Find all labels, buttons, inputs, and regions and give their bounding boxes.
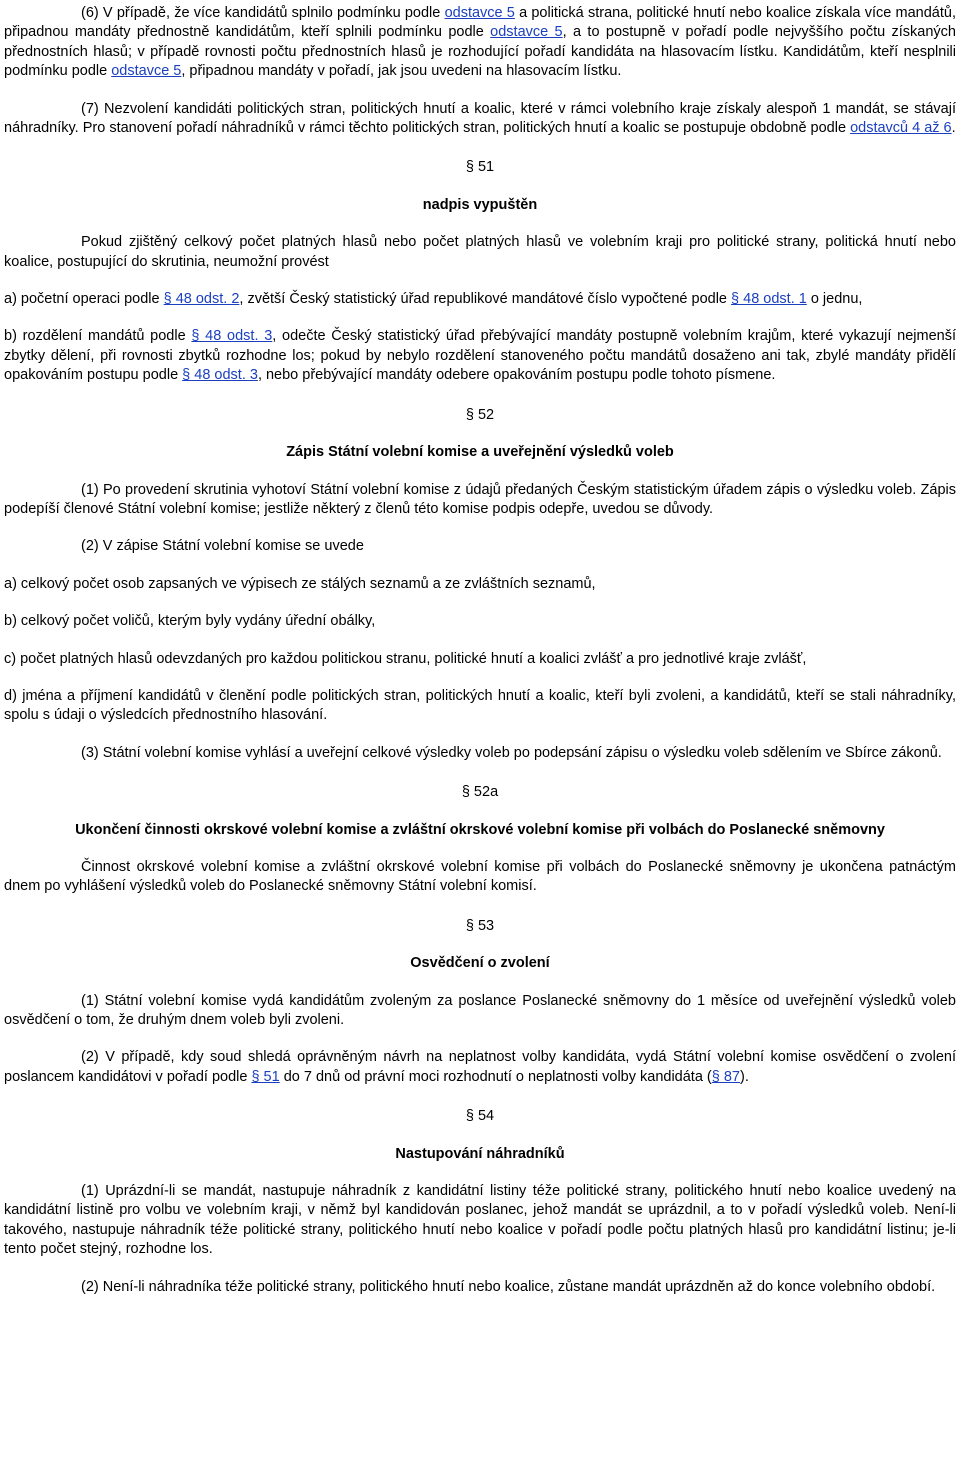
paragraph-51-intro: Pokud zjištěný celkový počet platných hlasů nebo počet platných hlasů ve volebním kraji pro politické strany, politická hnutí nebo koalice, postupující do skrutinia, neumožní provést bbox=[4, 234, 956, 270]
text: a politická strana, politické hnutí nebo koalice získala více mandátů, připadnou mandáty přednostně kandidátům, kteří splnili podmínku podle bbox=[4, 5, 956, 41]
text: do 7 dnů od právní moci rozhodnutí o neplatnosti volby kandidáta ( bbox=[279, 1068, 712, 1085]
paragraph-7 bbox=[4, 100, 956, 139]
link-odstavce-5[interactable]: odstavce 5 bbox=[490, 24, 563, 41]
paragraph-52-2: (2) V zápise Státní volební komise se uvede bbox=[81, 538, 364, 555]
section-number-54: § 54 bbox=[465, 1108, 495, 1125]
text: b) rozdělení mandátů podle bbox=[4, 328, 192, 345]
paragraph-52-1: (1) Po provedení skrutinia vyhotoví Státní volební komise z údajů předaných Českým statistickým úřadem zápis o výsledku voleb. Zápis podepíší členové Státní volební komise; jestliže některý z členů této komise podpis odepře, uvedou se důvody. bbox=[4, 481, 956, 517]
paragraph-54-1: (1) Uprázdní-li se mandát, nastupuje náhradník z kandidátní listiny téže politické strany, politického hnutí nebo koalice uvedený na kandidátní listině pro volbu ve volebním kraji, v němž byl kandidován poslanec, jehož mandát se uprázdnil, a to v pořadí výsledků voleb. Není-li takového, nastupuje náhradník téže politické strany, politického hnutí nebo koalice v pořadí podle počtu platných hlasů pro kandidátní listinu; je-li tento počet stejný, rozhodne los. bbox=[4, 1183, 956, 1258]
section-number-51: § 51 bbox=[465, 159, 495, 176]
link-48-odst-1[interactable]: § 48 odst. 1 bbox=[731, 291, 807, 308]
text: , nebo přebývající mandáty odebere opakováním postupu podle tohoto písmene. bbox=[257, 367, 776, 384]
paragraph-52-3: (3) Státní volební komise vyhlásí a uveřejní celkové výsledky voleb po podepsání zápisu o výsledku voleb sdělením ve Sbírce zákonů. bbox=[81, 744, 942, 761]
link-odstavce-5[interactable]: odstavce 5 bbox=[111, 63, 182, 80]
section-number-52: § 52 bbox=[465, 406, 495, 423]
link-odstavce-5[interactable]: odstavce 5 bbox=[444, 5, 515, 21]
link-87[interactable]: § 87 bbox=[711, 1068, 740, 1085]
text: o jednu, bbox=[806, 291, 863, 308]
list-item-52-b: b) celkový počet voličů, kterým byly vydány úřední obálky, bbox=[4, 613, 376, 630]
section-title-52: Zápis Státní volební komise a uveřejnění výsledků voleb bbox=[286, 444, 674, 461]
section-title-54: Nastupování náhradníků bbox=[395, 1145, 565, 1162]
section-number-53: § 53 bbox=[465, 917, 495, 934]
text: , připadnou mandáty v pořadí, jak jsou uvedeni na hlasovacím lístku. bbox=[181, 63, 622, 80]
link-odstavcu-4-az-6[interactable]: odstavců 4 až 6 bbox=[850, 120, 952, 137]
link-48-odst-3[interactable]: § 48 odst. 3 bbox=[182, 367, 258, 384]
list-item-52-d: d) jména a příjmení kandidátů v členění podle politických stran, politických hnutí a koalic, kteří byli zvoleni, a kandidátů, kteří se stali náhradníky, spolu s údaji o výsledcích přednostního hlasování. bbox=[4, 687, 956, 724]
text: (6) V případě, že více kandidátů splnilo podmínku podle bbox=[81, 5, 445, 21]
section-title-51: nadpis vypuštěn bbox=[422, 196, 538, 213]
paragraph-53-1: (1) Státní volební komise vydá kandidátům zvoleným za poslance Poslanecké sněmovny do 1 měsíce od uveřejnění výsledků voleb osvědčení o tom, že druhým dnem voleb byli zvoleni. bbox=[4, 992, 956, 1028]
paragraph-6 bbox=[4, 4, 956, 82]
link-48-odst-2[interactable]: § 48 odst. 2 bbox=[163, 291, 240, 308]
list-item-52-a: a) celkový počet osob zapsaných ve výpisech ze stálých seznamů a ze zvláštních seznamů, bbox=[4, 575, 596, 592]
text: , odečte Český statistický úřad přebývající mandáty postupně volebním krajům, které vykazují nejmenší zbytky dělení, při rovnosti zbytků rozhodne los; pokud by nebylo rozdělení stanoveného počtu mandátů dosaženo ani tak, zbylé mandáty přidělí opakováním postupu podle bbox=[4, 328, 956, 384]
paragraph-52a: Činnost okrskové volební komise a zvláštní okrskové volební komise při volbách do Poslanecké sněmovny je ukončena patnáctým dnem po vyhlášení výsledků voleb do Poslanecké sněmovny Státní volební komisí. bbox=[4, 858, 956, 895]
list-item-51-a bbox=[4, 290, 956, 309]
paragraph-54-2: (2) Není-li náhradníka téže politické strany, politického hnutí nebo koalice, zůstane mandát uprázdněn až do konce volebního období. bbox=[81, 1278, 936, 1295]
text: , zvětší Český statistický úřad republikové mandátové číslo vypočtené podle bbox=[239, 291, 732, 308]
text: (2) V případě, kdy soud shledá oprávněným návrh na neplatnost volby kandidáta, vydá Státní volební komise osvědčení o zvolení poslancem kandidátovi v pořadí podle bbox=[4, 1049, 956, 1085]
list-item-52-c: c) počet platných hlasů odevzdaných pro každou politickou stranu, politické hnutí a koalici zvlášť a pro jednotlivé kraje zvlášť, bbox=[4, 650, 807, 667]
text: (7) Nezvolení kandidáti politických stran, politických hnutí a koalic, které v rámci volebního kraje získaly alespoň 1 mandát, se stávají náhradníky. Pro stanovení pořadí náhradníků v rámci těchto politických stran, politických hnutí a koalic se postupuje obdobně podle bbox=[4, 100, 956, 137]
link-48-odst-3[interactable]: § 48 odst. 3 bbox=[191, 328, 273, 345]
paragraph-53-2 bbox=[4, 1048, 956, 1087]
section-title-53: Osvědčení o zvolení bbox=[410, 955, 550, 972]
text: . bbox=[951, 120, 956, 137]
link-51[interactable]: § 51 bbox=[251, 1068, 280, 1085]
text: ). bbox=[740, 1068, 749, 1085]
list-item-51-b bbox=[4, 327, 956, 385]
text: a) početní operaci podle bbox=[4, 291, 164, 308]
text: , a to postupně v pořadí podle nejvyššího počtu získaných přednostních hlasů; v případě rovnosti počtu přednostních hlasů je rozhodující pořadí kandidáta na hlasovacím lístku. Kandidátům, kteří nesplnili podmínku podle bbox=[4, 24, 956, 80]
section-number-52a: § 52a bbox=[461, 784, 499, 801]
section-title-52a: Ukončení činnosti okrskové volební komise a zvláštní okrskové volební komise při volbách do Poslanecké sněmovny bbox=[75, 821, 885, 838]
